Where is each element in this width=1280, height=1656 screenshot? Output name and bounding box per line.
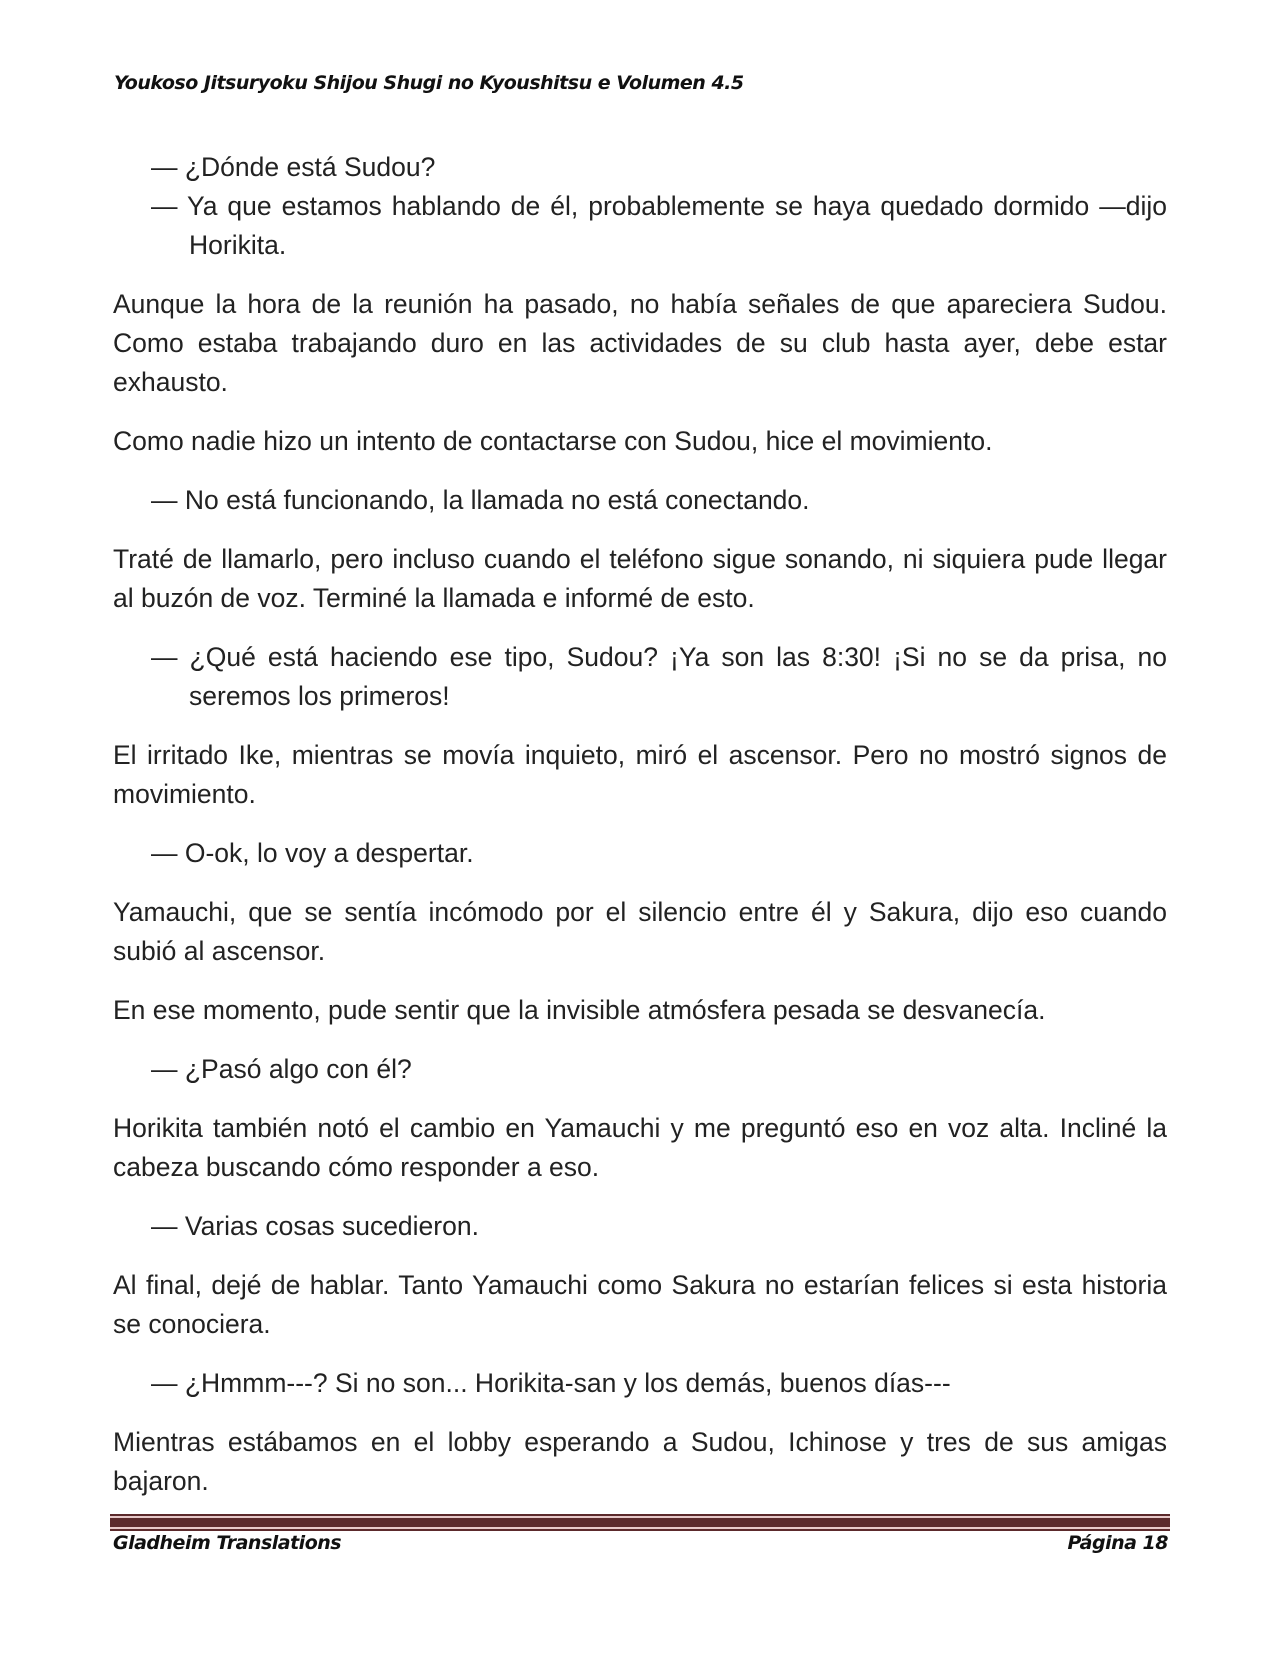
paragraph: En ese momento, pude sentir que la invisible atmósfera pesada se desvanecía.	[113, 995, 1046, 1025]
dialogue-line: — ¿Qué está haciendo ese tipo, Sudou? ¡Ya son las 8:30! ¡Si no se da prisa, no seremos los primeros!	[151, 642, 1167, 711]
running-header: Youkoso Jitsuryoku Shijou Shugi no Kyoushitsu e Volumen 4.5	[114, 72, 744, 94]
dialogue-group	[113, 1207, 1167, 1246]
dialogue-line: — Ya que estamos hablando de él, probablemente se haya quedado dormido —dijo Horikita.	[151, 191, 1167, 260]
dialogue-group	[113, 1050, 1167, 1089]
dialogue-line: — ¿Dónde está Sudou?	[151, 152, 436, 182]
paragraph: Como nadie hizo un intento de contactarse con Sudou, hice el movimiento.	[113, 426, 993, 456]
footer-divider	[110, 1516, 1170, 1529]
dialogue-group	[113, 148, 1167, 265]
paragraph: Mientras estábamos en el lobby esperando a Sudou, Ichinose y tres de sus amigas bajaron.	[113, 1427, 1167, 1496]
paragraph: Yamauchi, que se sentía incómodo por el silencio entre él y Sakura, dijo eso cuando subió al ascensor.	[113, 897, 1167, 966]
paragraph: Horikita también notó el cambio en Yamauchi y me preguntó eso en voz alta. Incliné la cabeza buscando cómo responder a eso.	[113, 1113, 1167, 1182]
paragraph: Aunque la hora de la reunión ha pasado, no había señales de que apareciera Sudou. Como estaba trabajando duro en las actividades de su club hasta ayer, debe estar exhausto.	[113, 289, 1167, 397]
page-number: Página 18	[1067, 1532, 1168, 1554]
dialogue-line: — O-ok, lo voy a despertar.	[151, 838, 474, 868]
dialogue-line: — ¿Pasó algo con él?	[151, 1054, 412, 1084]
dialogue-line: — ¿Hmmm---? Si no son... Horikita-san y los demás, buenos días---	[151, 1368, 951, 1398]
footer-publisher: Gladheim Translations	[113, 1532, 342, 1554]
dialogue-line: — No está funcionando, la llamada no está conectando.	[151, 485, 810, 515]
dialogue-line: — Varias cosas sucedieron.	[151, 1211, 479, 1241]
paragraph: Traté de llamarlo, pero incluso cuando el teléfono sigue sonando, ni siquiera pude llegar al buzón de voz. Terminé la llamada e informé de esto.	[113, 544, 1167, 613]
page-body	[113, 148, 1167, 1521]
paragraph: El irritado Ike, mientras se movía inquieto, miró el ascensor. Pero no mostró signos de movimiento.	[113, 740, 1167, 809]
dialogue-group	[113, 1364, 1167, 1403]
dialogue-group	[113, 834, 1167, 873]
dialogue-group	[113, 481, 1167, 520]
paragraph: Al final, dejé de hablar. Tanto Yamauchi como Sakura no estarían felices si esta historia se conociera.	[113, 1270, 1167, 1339]
dialogue-group	[113, 638, 1167, 716]
